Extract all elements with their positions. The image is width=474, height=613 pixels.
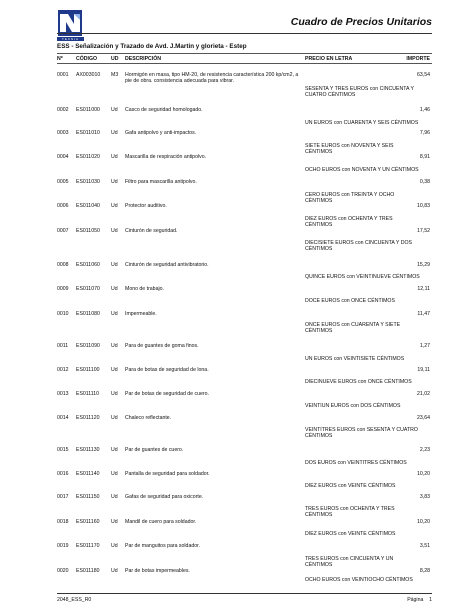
row-number: 0016 <box>57 471 69 477</box>
row-price-in-words: DOS EUROS con VEINTITRES CÉNTIMOS <box>305 460 407 466</box>
row-description: Hormigón en masa, tipo HM-20, de resistencia característica 200 kp/cm2, a pie de obra. consistencia adecuada para vibrar. <box>125 72 299 85</box>
row-price: 10,20 <box>417 519 430 525</box>
row-price-in-words: SESENTA Y TRES EUROS con CINCUENTA Y CUATRO CÉNTIMOS <box>305 86 414 99</box>
row-price-in-words: OCHO EUROS con VEINTIOCHO CÉNTIMOS <box>305 577 413 583</box>
row-unit: Ud <box>111 447 118 453</box>
row-code: ES011060 <box>76 262 100 268</box>
row-unit: Ud <box>111 367 118 373</box>
row-price-in-words: DIEZ EUROS con VEINTE CÉNTIMOS <box>305 483 396 489</box>
row-price-in-words: OCHO EUROS con NOVENTA Y UN CÉNTIMOS <box>305 167 419 173</box>
row-description: Mono de trabajo. <box>125 286 164 292</box>
row-code: ES011130 <box>76 447 100 453</box>
row-price: 7,96 <box>419 130 430 136</box>
row-price-in-words: CERO EUROS con TREINTA Y OCHO CÉNTIMOS <box>305 192 395 205</box>
row-price-in-words: DIECISIETE EUROS con CINCUENTA Y DOS CÉNTIMOS <box>305 240 412 253</box>
logo-caption: TECNIA <box>57 37 84 41</box>
row-number: 0003 <box>57 130 69 136</box>
row-number: 0014 <box>57 415 69 421</box>
row-price-in-words: DIEZ EUROS con OCHENTA Y TRES CÉNTIMOS <box>305 216 393 229</box>
row-number: 0009 <box>57 286 69 292</box>
row-price: 23,64 <box>417 415 430 421</box>
row-price: 10,20 <box>417 471 430 477</box>
row-unit: Ud <box>111 107 118 113</box>
row-price-in-words: ONCE EUROS con CUARENTA Y SIETE CÉNTIMOS <box>305 322 401 335</box>
row-description: Protector auditivo. <box>125 203 167 209</box>
row-number: 0012 <box>57 367 69 373</box>
page-label: Página <box>407 597 424 603</box>
row-price-in-words: DIECINUEVE EUROS con ONCE CÉNTIMOS <box>305 379 412 385</box>
row-unit: Ud <box>111 568 118 574</box>
row-code: ES011110 <box>76 391 100 397</box>
row-unit: Ud <box>111 286 118 292</box>
row-code: ES011040 <box>76 203 100 209</box>
row-description: Par de botas de seguridad de cuero. <box>125 391 209 397</box>
row-description: Para de botas de seguridad de lona. <box>125 367 209 373</box>
row-code: ES011140 <box>76 471 100 477</box>
row-price: 8,28 <box>419 568 430 574</box>
row-code: ES011050 <box>76 228 100 234</box>
row-price: 17,52 <box>417 228 430 234</box>
row-number: 0005 <box>57 179 69 185</box>
col-head-words: PRECIO EN LETRA <box>305 56 353 62</box>
row-number: 0018 <box>57 519 69 525</box>
row-unit: Ud <box>111 494 118 500</box>
row-price: 15,29 <box>417 262 430 268</box>
row-description: Pantalla de seguridad para soldador. <box>125 471 210 477</box>
row-code: ES011160 <box>76 519 100 525</box>
row-price: 63,54 <box>417 72 430 78</box>
row-code: ES011010 <box>76 130 100 136</box>
row-description: Chaleco reflectante. <box>125 415 172 421</box>
row-description: Mascarilla de respiración antipolvo. <box>125 154 207 160</box>
row-unit: Ud <box>111 154 118 160</box>
row-price-in-words: DOCE EUROS con ONCE CÉNTIMOS <box>305 298 395 304</box>
col-head-num: Nº <box>57 56 63 62</box>
row-unit: Ud <box>111 391 118 397</box>
row-price: 10,83 <box>417 203 430 209</box>
row-description: Impermeable. <box>125 311 157 317</box>
row-price: 3,51 <box>419 543 430 549</box>
col-head-code: CÓDIGO <box>76 56 98 62</box>
row-code: AX003010 <box>76 72 101 78</box>
row-number: 0011 <box>57 343 69 349</box>
row-unit: Ud <box>111 343 118 349</box>
page-number: 1 <box>429 597 432 603</box>
row-price: 1,46 <box>419 107 430 113</box>
row-price-in-words: VEINTIUN EUROS con DOS CÉNTIMOS <box>305 403 401 409</box>
row-number: 0010 <box>57 311 69 317</box>
row-price: 11,47 <box>417 311 430 317</box>
row-price-in-words: UN EUROS con CUARENTA Y SEIS CÉNTIMOS <box>305 120 419 126</box>
row-description: Para de guantes de goma finos. <box>125 343 199 349</box>
row-code: ES011100 <box>76 367 100 373</box>
row-number: 0020 <box>57 568 69 574</box>
row-unit: M3 <box>111 72 119 78</box>
row-code: ES011030 <box>76 179 100 185</box>
row-number: 0004 <box>57 154 69 160</box>
row-price-in-words: TRES EUROS con OCHENTA Y TRES CÉNTIMOS <box>305 506 395 519</box>
row-number: 0019 <box>57 543 69 549</box>
row-unit: Ud <box>111 262 118 268</box>
row-unit: Ud <box>111 311 118 317</box>
row-code: ES011150 <box>76 494 100 500</box>
row-description: Casco de seguridad homologado. <box>125 107 203 113</box>
row-price: 12,11 <box>417 286 430 292</box>
row-description: Filtro para mascarilla antipolvo. <box>125 179 197 185</box>
row-description: Par de guantes de cuero. <box>125 447 184 453</box>
row-number: 0017 <box>57 494 69 500</box>
col-head-ud: UD <box>111 56 119 62</box>
row-number: 0007 <box>57 228 69 234</box>
row-price-in-words: VEINTITRES EUROS con SESENTA Y CUATRO CÉNTIMOS <box>305 427 418 440</box>
row-number: 0013 <box>57 391 69 397</box>
row-unit: Ud <box>111 130 118 136</box>
col-head-price: IMPORTE <box>406 56 430 62</box>
row-unit: Ud <box>111 519 118 525</box>
row-code: ES011070 <box>76 286 100 292</box>
row-description: Cinturón de seguridad. <box>125 228 178 234</box>
table-header-rule-top <box>57 53 432 54</box>
row-number: 0001 <box>57 72 69 78</box>
row-code: ES011000 <box>76 107 100 113</box>
row-unit: Ud <box>111 471 118 477</box>
page-title: Cuadro de Precios Unitarios <box>290 16 432 28</box>
row-description: Par de botas impermeables. <box>125 568 190 574</box>
row-price: 2,23 <box>419 447 430 453</box>
row-code: ES011170 <box>76 543 100 549</box>
row-code: ES011080 <box>76 311 100 317</box>
row-price-in-words: TRES EUROS con CINCUENTA Y UN CÉNTIMOS <box>305 556 394 569</box>
row-price: 3,83 <box>419 494 430 500</box>
row-price-in-words: UN EUROS con VEINTISIETE CÉNTIMOS <box>305 356 405 362</box>
row-unit: Ud <box>111 415 118 421</box>
row-number: 0002 <box>57 107 69 113</box>
row-unit: Ud <box>111 543 118 549</box>
row-code: ES011180 <box>76 568 100 574</box>
row-price-in-words: SIETE EUROS con NOVENTA Y SEIS CÉNTIMOS <box>305 143 394 156</box>
row-code: ES011090 <box>76 343 100 349</box>
row-price-in-words: QUINCE EUROS con VEINTINUEVE CÉNTIMOS <box>305 274 420 280</box>
row-unit: Ud <box>111 228 118 234</box>
row-description: Gafa antipolvo y anti-impactos. <box>125 130 197 136</box>
row-description: Gafas de seguridad para oxicorte. <box>125 494 204 500</box>
header-divider <box>57 33 432 34</box>
col-head-desc: DESCRIPCIÓN <box>125 56 162 62</box>
row-price: 21,02 <box>417 391 430 397</box>
row-number: 0015 <box>57 447 69 453</box>
row-number: 0006 <box>57 203 69 209</box>
project-title: ESS - Señalización y Trazado de Avd. J.Martin y glorieta - Estep <box>57 43 247 50</box>
row-number: 0008 <box>57 262 69 268</box>
row-unit: Ud <box>111 203 118 209</box>
row-price: 8,91 <box>419 154 430 160</box>
row-price: 1,27 <box>419 343 430 349</box>
row-description: Par de manguitos para soldador. <box>125 543 200 549</box>
table-header-rule-bottom <box>57 63 432 64</box>
footer-divider <box>57 593 432 594</box>
row-price: 19,11 <box>417 367 430 373</box>
document-code: 2048_ESS_R0 <box>57 597 92 603</box>
page-indicator <box>407 597 432 603</box>
row-description: Cinturón de seguridad antivibratorio. <box>125 262 209 268</box>
row-description: Mandil de cuero para soldador. <box>125 519 197 525</box>
row-price-in-words: DIEZ EUROS con VEINTE CÉNTIMOS <box>305 531 396 537</box>
row-price: 0,38 <box>419 179 430 185</box>
row-code: ES011020 <box>76 154 100 160</box>
row-unit: Ud <box>111 179 118 185</box>
row-code: ES011120 <box>76 415 100 421</box>
